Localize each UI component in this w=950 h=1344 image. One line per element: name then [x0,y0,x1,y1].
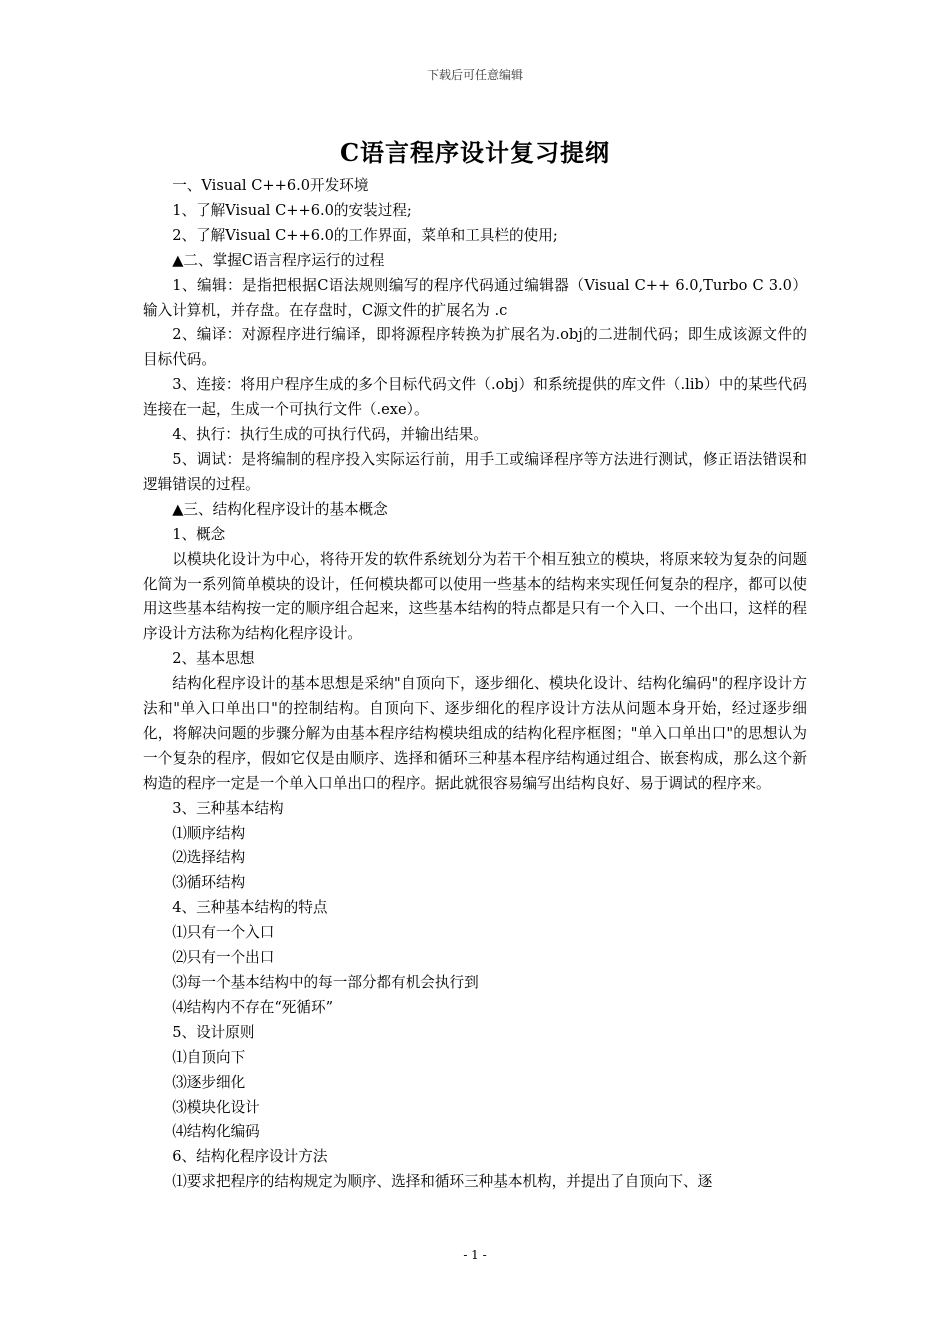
list-item: ⑵选择结构 [172,849,246,867]
list-item: ⑴自顶向下 [172,1048,246,1066]
paragraph: 4、执行：执行生成的可执行代码，并输出结果。 [172,426,488,444]
paragraph: 4、三种基本结构的特点 [172,899,328,917]
paragraph: 5、调试：是将编制的程序投入实际运行前，用手工或编译程序等方法进行测试，修正语法错误和逻辑错误的过程。 [143,450,807,493]
list-item: ⑴顺序结构 [172,824,246,842]
paragraph: 结构化程序设计的基本思想是采纳"自顶向下，逐步细化、模块化设计、结构化编码"的程序设计方法和"单入口单出口"的控制结构。自顶向下、逐步细化的程序设计方法从问题本身开始，经过逐步细化，将解决问题的步骤分解为由基本程序结构模块组成的结构化程序框图；"单入口单出口"的思想认为一个复杂的程序，假如它仅是由顺序、选择和循环三种基本程序结构通过组合、嵌套构成，那么这个新构造的程序一定是一个单入口单出口的程序。据此就很容易编写出结构良好、易于调试的程序来。 [143,675,807,792]
paragraph: 1、了解Visual C++6.0的安装过程; [172,201,412,219]
paragraph: 1、概念 [172,525,226,543]
paragraph: 6、结构化程序设计方法 [172,1148,328,1166]
section-heading: ▲二、掌握C语言程序运行的过程 [172,251,385,269]
document-body [143,174,807,1195]
section-heading: ▲三、结构化程序设计的基本概念 [172,500,388,518]
paragraph: 以模块化设计为中心，将待开发的软件系统划分为若干个相互独立的模块，将原来较为复杂的问题化简为一系列简单模块的设计，任何模块都可以使用一些基本的结构来实现任何复杂的程序，都可以使用这些基本结构按一定的顺序组合起来，这些基本结构的特点都是只有一个入口、一个出口，这样的程序设计方法称为结构化程序设计。 [143,550,807,643]
page-number: - 1 - [463,1248,487,1262]
list-item: ⑴只有一个入口 [172,924,275,942]
paragraph: 3、连接：将用户程序生成的多个目标代码文件（.obj）和系统提供的库文件（.lib）中的某些代码连接在一起，生成一个可执行文件（.exe）。 [143,376,807,419]
document-title: C语言程序设计复习提纲 [339,138,611,167]
page-header: 下载后可任意编辑 [426,68,523,82]
list-item: ⑵只有一个出口 [172,949,275,967]
paragraph: 3、三种基本结构 [172,799,284,817]
list-item: ⑷结构化编码 [172,1123,260,1141]
paragraph: 一、Visual C++6.0开发环境 [172,177,369,194]
paragraph: 5、设计原则 [172,1023,255,1041]
list-item: ⑴要求把程序的结构规定为顺序、选择和循环三种基本机构，并提出了自顶向下、逐 [172,1173,713,1191]
list-item: ⑶逐步细化 [172,1073,246,1091]
paragraph: 1、编辑：是指把根据C语法规则编写的程序代码通过编辑器（Visual C++ 6.0,Turbo C 3.0）输入计算机，并存盘。在存盘时，C源文件的扩展名为 .c [143,276,807,319]
list-item: ⑶每一个基本结构中的每一部分都有机会执行到 [172,974,479,991]
list-item: ⑶循环结构 [172,874,246,892]
paragraph: 2、基本思想 [172,650,255,668]
paragraph: 2、编译：对源程序进行编译，即将源程序转换为扩展名为.obj的二进制代码；即生成该源文件的目标代码。 [143,326,807,369]
paragraph: 2、了解Visual C++6.0的工作界面，菜单和工具栏的使用; [172,226,558,244]
list-item: ⑷结构内不存在“死循环” [172,998,334,1016]
list-item: ⑶模块化设计 [172,1098,260,1116]
